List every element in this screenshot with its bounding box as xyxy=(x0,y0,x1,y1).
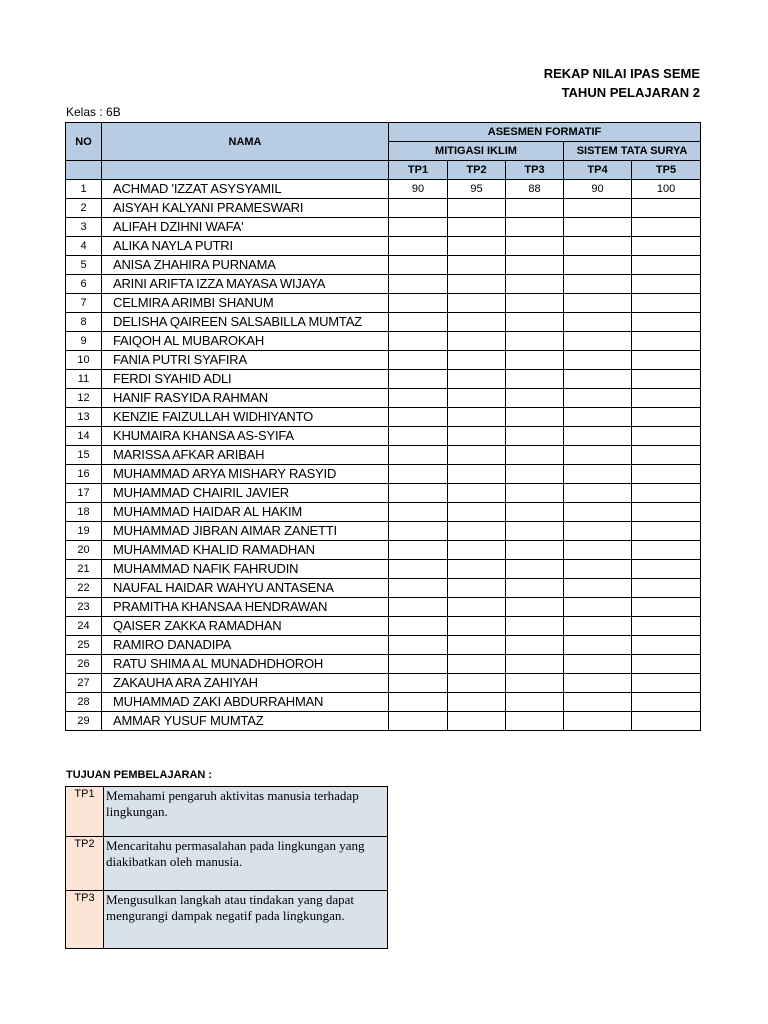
objective-code: TP3 xyxy=(66,891,104,949)
blank-header-cell xyxy=(66,161,102,180)
table-row xyxy=(66,560,701,579)
score-cell xyxy=(632,541,701,560)
student-name: MUHAMMAD CHAIRIL JAVIER xyxy=(102,484,389,503)
score-cell xyxy=(564,560,632,579)
score-cell xyxy=(506,655,564,674)
score-cell xyxy=(389,655,448,674)
score-cell xyxy=(564,617,632,636)
student-name: FAIQOH AL MUBAROKAH xyxy=(102,332,389,351)
score-cell xyxy=(564,199,632,218)
score-cell xyxy=(389,275,448,294)
score-cell xyxy=(389,370,448,389)
table-row xyxy=(66,218,701,237)
row-number: 22 xyxy=(66,579,102,598)
student-name: ARINI ARIFTA IZZA MAYASA WIJAYA xyxy=(102,275,389,294)
score-cell xyxy=(632,294,701,313)
student-name: AMMAR YUSUF MUMTAZ xyxy=(102,712,389,731)
score-cell xyxy=(389,560,448,579)
score-cell xyxy=(632,503,701,522)
score-cell xyxy=(448,275,506,294)
student-name: RATU SHIMA AL MUNADHDHOROH xyxy=(102,655,389,674)
score-cell xyxy=(389,427,448,446)
row-number: 6 xyxy=(66,275,102,294)
score-cell xyxy=(389,712,448,731)
score-cell xyxy=(448,560,506,579)
student-name: ACHMAD 'IZZAT ASYSYAMIL xyxy=(102,180,389,199)
student-name: CELMIRA ARIMBI SHANUM xyxy=(102,294,389,313)
score-cell xyxy=(448,332,506,351)
score-cell xyxy=(564,636,632,655)
score-cell xyxy=(632,465,701,484)
score-cell xyxy=(564,218,632,237)
score-cell xyxy=(632,332,701,351)
score-cell xyxy=(632,674,701,693)
table-row xyxy=(66,579,701,598)
student-name: MUHAMMAD HAIDAR AL HAKIM xyxy=(102,503,389,522)
student-name: QAISER ZAKKA RAMADHAN xyxy=(102,617,389,636)
score-cell xyxy=(389,484,448,503)
score-cell xyxy=(389,465,448,484)
score-cell xyxy=(564,598,632,617)
score-cell xyxy=(632,579,701,598)
row-number: 26 xyxy=(66,655,102,674)
student-name: ALIFAH DZIHNI WAFA' xyxy=(102,218,389,237)
row-number: 21 xyxy=(66,560,102,579)
score-cell xyxy=(448,199,506,218)
student-name: KHUMAIRA KHANSA AS-SYIFA xyxy=(102,427,389,446)
score-cell xyxy=(389,237,448,256)
score-cell xyxy=(564,693,632,712)
score-cell xyxy=(506,389,564,408)
student-name: HANIF RASYIDA RAHMAN xyxy=(102,389,389,408)
table-row xyxy=(66,465,701,484)
score-cell xyxy=(632,199,701,218)
objective-text: Mencaritahu permasalahan pada lingkungan yang diakibatkan oleh manusia. xyxy=(104,837,388,891)
row-number: 8 xyxy=(66,313,102,332)
score-cell xyxy=(506,237,564,256)
score-cell xyxy=(506,465,564,484)
row-number: 12 xyxy=(66,389,102,408)
score-cell xyxy=(564,503,632,522)
subgroup-header-mitigasi: MITIGASI IKLIM xyxy=(389,142,564,161)
score-cell xyxy=(506,313,564,332)
score-cell xyxy=(389,636,448,655)
table-row xyxy=(66,294,701,313)
student-name: MUHAMMAD JIBRAN AIMAR ZANETTI xyxy=(102,522,389,541)
score-cell xyxy=(448,674,506,693)
table-row xyxy=(66,427,701,446)
score-cell xyxy=(389,408,448,427)
score-cell xyxy=(564,465,632,484)
score-cell xyxy=(448,427,506,446)
table-row xyxy=(66,370,701,389)
score-cell xyxy=(389,256,448,275)
score-cell xyxy=(564,370,632,389)
row-number: 2 xyxy=(66,199,102,218)
score-cell xyxy=(506,541,564,560)
student-name: ANISA ZHAHIRA PURNAMA xyxy=(102,256,389,275)
score-cell xyxy=(564,332,632,351)
score-cell xyxy=(448,313,506,332)
score-cell xyxy=(506,446,564,465)
row-number: 15 xyxy=(66,446,102,465)
row-number: 29 xyxy=(66,712,102,731)
table-row xyxy=(66,351,701,370)
objective-text: Mengusulkan langkah atau tindakan yang dapat mengurangi dampak negatif pada lingkungan. xyxy=(104,891,388,949)
table-row xyxy=(66,674,701,693)
score-cell xyxy=(506,427,564,446)
tp-header: TP3 xyxy=(506,161,564,180)
score-cell xyxy=(506,275,564,294)
score-cell xyxy=(632,218,701,237)
student-name: FANIA PUTRI SYAFIRA xyxy=(102,351,389,370)
row-number: 25 xyxy=(66,636,102,655)
student-name: MUHAMMAD KHALID RAMADHAN xyxy=(102,541,389,560)
table-row xyxy=(66,446,701,465)
report-title: REKAP NILAI IPAS SEME xyxy=(543,66,700,81)
table-row xyxy=(66,693,701,712)
score-cell xyxy=(389,503,448,522)
score-cell xyxy=(632,712,701,731)
score-cell xyxy=(506,370,564,389)
grades-table xyxy=(65,122,701,731)
score-cell xyxy=(632,256,701,275)
score-cell xyxy=(389,522,448,541)
class-label: Kelas : 6B xyxy=(66,105,121,119)
score-cell xyxy=(389,199,448,218)
student-name: ZAKAUHA ARA ZAHIYAH xyxy=(102,674,389,693)
subgroup-header-tata-surya: SISTEM TATA SURYA xyxy=(564,142,701,161)
row-number: 9 xyxy=(66,332,102,351)
score-cell xyxy=(506,503,564,522)
score-cell xyxy=(506,579,564,598)
score-cell xyxy=(448,503,506,522)
score-cell xyxy=(564,446,632,465)
row-number: 28 xyxy=(66,693,102,712)
student-name: PRAMITHA KHANSAA HENDRAWAN xyxy=(102,598,389,617)
score-cell xyxy=(632,617,701,636)
row-number: 27 xyxy=(66,674,102,693)
table-row xyxy=(66,541,701,560)
score-cell xyxy=(632,351,701,370)
score-cell xyxy=(632,237,701,256)
score-cell xyxy=(389,598,448,617)
row-number: 13 xyxy=(66,408,102,427)
score-cell xyxy=(506,332,564,351)
tp-header: TP2 xyxy=(448,161,506,180)
table-row xyxy=(66,389,701,408)
row-number: 3 xyxy=(66,218,102,237)
column-header-nama: NAMA xyxy=(102,123,389,161)
score-cell xyxy=(632,408,701,427)
table-row xyxy=(66,655,701,674)
table-row xyxy=(66,484,701,503)
score-cell xyxy=(632,693,701,712)
score-cell xyxy=(506,199,564,218)
score-cell xyxy=(632,313,701,332)
score-cell xyxy=(564,256,632,275)
score-cell xyxy=(389,446,448,465)
table-row xyxy=(66,237,701,256)
tp-header: TP1 xyxy=(389,161,448,180)
student-name: KENZIE FAIZULLAH WIDHIYANTO xyxy=(102,408,389,427)
objective-code: TP2 xyxy=(66,837,104,891)
score-cell xyxy=(389,693,448,712)
objective-code: TP1 xyxy=(66,787,104,837)
score-cell xyxy=(506,484,564,503)
score-cell xyxy=(564,351,632,370)
score-cell xyxy=(448,522,506,541)
row-number: 5 xyxy=(66,256,102,275)
row-number: 7 xyxy=(66,294,102,313)
row-number: 11 xyxy=(66,370,102,389)
score-cell xyxy=(632,427,701,446)
student-name: MARISSA AFKAR ARIBAH xyxy=(102,446,389,465)
score-cell xyxy=(564,655,632,674)
row-number: 4 xyxy=(66,237,102,256)
score-cell xyxy=(506,351,564,370)
score-cell xyxy=(632,370,701,389)
score-cell xyxy=(564,712,632,731)
score-cell xyxy=(448,446,506,465)
score-cell xyxy=(564,522,632,541)
score-cell xyxy=(389,332,448,351)
score-cell xyxy=(389,389,448,408)
score-cell xyxy=(448,598,506,617)
score-cell xyxy=(564,313,632,332)
table-row xyxy=(66,275,701,294)
student-name: FERDI SYAHID ADLI xyxy=(102,370,389,389)
tp-header: TP5 xyxy=(632,161,701,180)
score-cell xyxy=(506,674,564,693)
score-cell xyxy=(389,579,448,598)
score-cell xyxy=(506,693,564,712)
score-cell xyxy=(389,218,448,237)
score-cell xyxy=(389,617,448,636)
table-row xyxy=(66,503,701,522)
score-cell xyxy=(632,655,701,674)
score-cell xyxy=(448,218,506,237)
row-number: 14 xyxy=(66,427,102,446)
student-name: NAUFAL HAIDAR WAHYU ANTASENA xyxy=(102,579,389,598)
score-cell xyxy=(632,446,701,465)
table-row xyxy=(66,636,701,655)
score-cell xyxy=(564,408,632,427)
score-cell xyxy=(389,313,448,332)
score-cell xyxy=(448,256,506,275)
score-cell xyxy=(506,408,564,427)
score-cell xyxy=(448,351,506,370)
learning-objectives-table xyxy=(65,786,388,949)
score-cell xyxy=(564,427,632,446)
score-cell xyxy=(632,598,701,617)
table-row xyxy=(66,256,701,275)
learning-objectives-title: TUJUAN PEMBELAJARAN : xyxy=(66,769,213,781)
score-cell xyxy=(632,560,701,579)
score-cell: 100 xyxy=(632,180,701,199)
score-cell xyxy=(389,294,448,313)
score-cell xyxy=(506,560,564,579)
score-cell xyxy=(448,370,506,389)
score-cell xyxy=(389,351,448,370)
row-number: 17 xyxy=(66,484,102,503)
table-row xyxy=(66,199,701,218)
student-name: MUHAMMAD ARYA MISHARY RASYID xyxy=(102,465,389,484)
score-cell xyxy=(632,636,701,655)
objective-text: Memahami pengaruh aktivitas manusia terhadap lingkungan. xyxy=(104,787,388,837)
score-cell xyxy=(564,674,632,693)
row-number: 20 xyxy=(66,541,102,560)
table-row xyxy=(66,598,701,617)
group-header-asesmen: ASESMEN FORMATIF xyxy=(389,123,701,142)
row-number: 19 xyxy=(66,522,102,541)
score-cell xyxy=(448,408,506,427)
score-cell xyxy=(564,541,632,560)
score-cell xyxy=(632,275,701,294)
column-header-no: NO xyxy=(66,123,102,161)
score-cell xyxy=(506,636,564,655)
table-row xyxy=(66,332,701,351)
score-cell xyxy=(448,712,506,731)
score-cell xyxy=(564,484,632,503)
report-subtitle: TAHUN PELAJARAN 2 xyxy=(561,85,700,100)
score-cell xyxy=(448,617,506,636)
score-cell xyxy=(506,712,564,731)
student-name: MUHAMMAD NAFIK FAHRUDIN xyxy=(102,560,389,579)
student-name: DELISHA QAIREEN SALSABILLA MUMTAZ xyxy=(102,313,389,332)
score-cell xyxy=(448,237,506,256)
score-cell xyxy=(506,256,564,275)
tp-header: TP4 xyxy=(564,161,632,180)
table-row xyxy=(66,313,701,332)
score-cell xyxy=(506,218,564,237)
student-name: RAMIRO DANADIPA xyxy=(102,636,389,655)
table-row xyxy=(66,522,701,541)
score-cell xyxy=(632,484,701,503)
score-cell xyxy=(506,522,564,541)
score-cell xyxy=(448,389,506,408)
student-name: AISYAH KALYANI PRAMESWARI xyxy=(102,199,389,218)
score-cell xyxy=(448,579,506,598)
score-cell: 90 xyxy=(564,180,632,199)
row-number: 1 xyxy=(66,180,102,199)
row-number: 16 xyxy=(66,465,102,484)
row-number: 23 xyxy=(66,598,102,617)
score-cell xyxy=(564,275,632,294)
score-cell xyxy=(389,674,448,693)
score-cell: 95 xyxy=(448,180,506,199)
score-cell xyxy=(448,693,506,712)
table-row xyxy=(66,180,701,199)
student-name: ALIKA NAYLA PUTRI xyxy=(102,237,389,256)
score-cell xyxy=(389,541,448,560)
score-cell: 90 xyxy=(389,180,448,199)
score-cell xyxy=(632,389,701,408)
score-cell xyxy=(564,237,632,256)
blank-header-cell xyxy=(102,161,389,180)
row-number: 10 xyxy=(66,351,102,370)
table-row xyxy=(66,408,701,427)
score-cell xyxy=(564,294,632,313)
score-cell xyxy=(506,617,564,636)
score-cell xyxy=(448,541,506,560)
score-cell xyxy=(448,465,506,484)
score-cell xyxy=(506,294,564,313)
score-cell xyxy=(448,655,506,674)
score-cell xyxy=(632,522,701,541)
table-row xyxy=(66,617,701,636)
score-cell xyxy=(564,579,632,598)
score-cell xyxy=(506,598,564,617)
row-number: 24 xyxy=(66,617,102,636)
student-name: MUHAMMAD ZAKI ABDURRAHMAN xyxy=(102,693,389,712)
table-row xyxy=(66,712,701,731)
row-number: 18 xyxy=(66,503,102,522)
score-cell xyxy=(564,389,632,408)
score-cell xyxy=(448,294,506,313)
score-cell: 88 xyxy=(506,180,564,199)
score-cell xyxy=(448,636,506,655)
score-cell xyxy=(448,484,506,503)
